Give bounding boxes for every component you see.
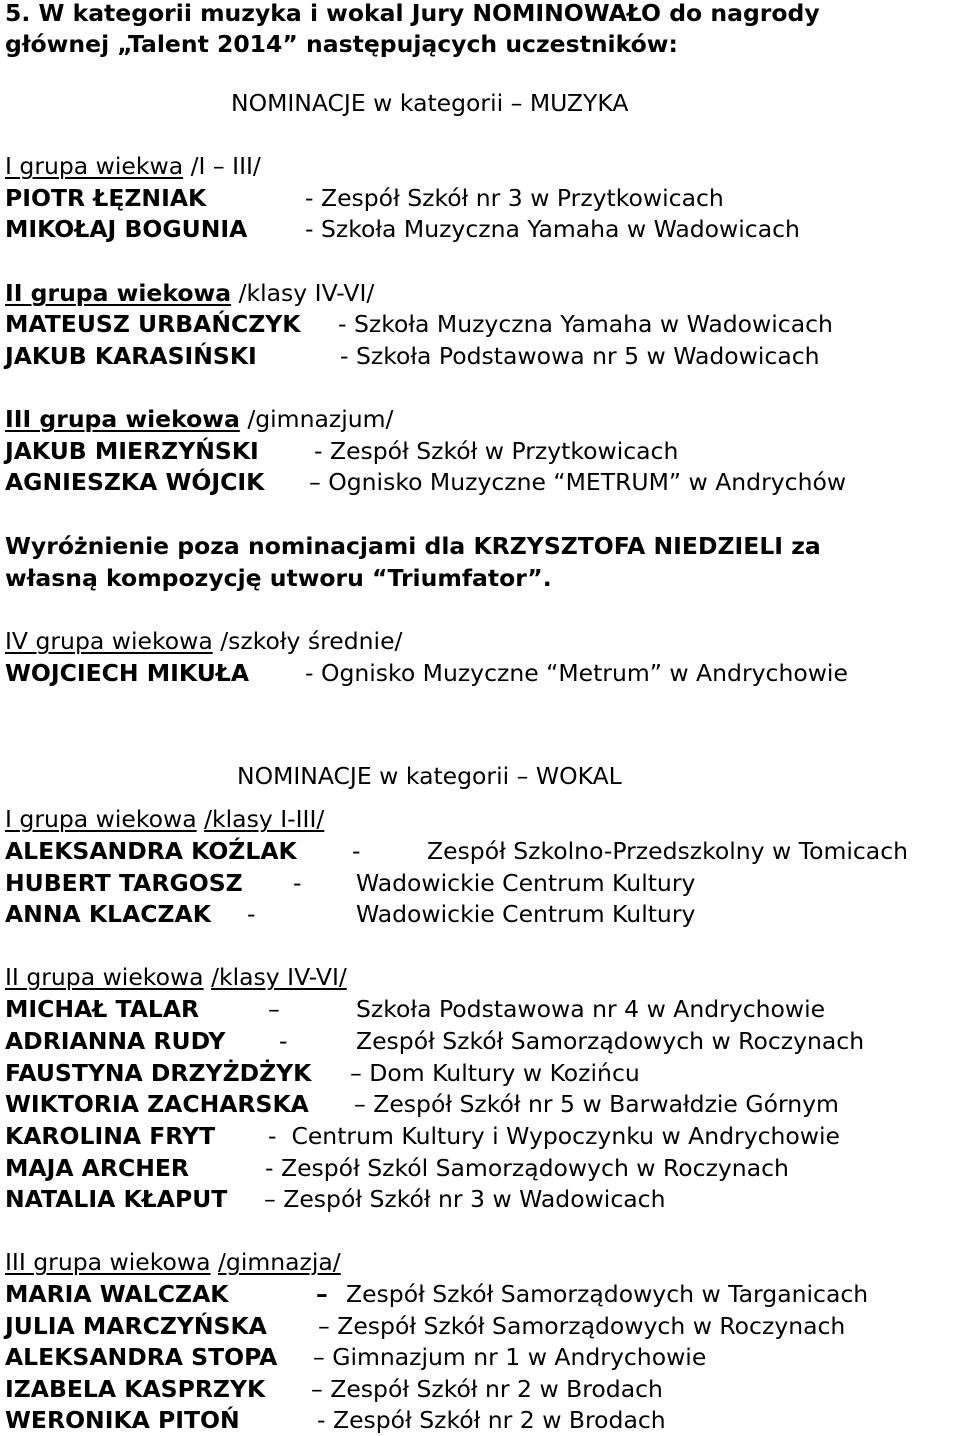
group-header (5, 805, 325, 833)
entry-name: JULIA MARCZYŃSKA (5, 1312, 267, 1340)
group-label: III grupa wiekowa (5, 405, 240, 433)
entry-separator: - (340, 342, 349, 370)
entry-school (305, 184, 724, 212)
entry-separator: – (318, 1312, 330, 1340)
entry-separator: – (268, 995, 280, 1023)
entry-school-name: Gimnazjum nr 1 w Andrychowie (332, 1343, 707, 1371)
group-detail: /I – III/ (190, 152, 261, 180)
entry-name: PIOTR ŁĘZNIAK (5, 184, 207, 212)
group-header (5, 152, 261, 180)
group-detail: /szkoły średnie/ (220, 627, 403, 655)
entry-name: IZABELA KASPRZYK (5, 1375, 266, 1403)
entry-separator: - (317, 1406, 326, 1434)
entry-separator: - (352, 837, 361, 865)
entry-name: ALEKSANDRA KOŹLAK (5, 837, 297, 865)
entry-name: JAKUB MIERZYŃSKI (5, 437, 259, 465)
entry-separator: – (313, 1343, 325, 1371)
entry-school (317, 1406, 666, 1434)
group-header (5, 963, 347, 991)
entry-separator: - (293, 869, 302, 897)
entry-school (318, 1312, 846, 1340)
entry-name: FAUSTYNA DRZYŻDŻYK (5, 1059, 312, 1087)
entry-separator: - (338, 310, 347, 338)
entry-school (314, 437, 679, 465)
entry-name: ANNA KLACZAK (5, 900, 211, 928)
entry-school-name: Ognisko Muzyczne “Metrum” w Andrychowie (320, 659, 848, 687)
entry-school-name: Zespół Szkół w Przytkowicach (329, 437, 679, 465)
entry-separator: - (305, 659, 314, 687)
entry-school-name: Szkoła Podstawowa nr 5 w Wadowicach (355, 342, 820, 370)
entry-school-name: Zespół Szkół nr 3 w Przytkowicach (320, 184, 724, 212)
section-title-muzyka: NOMINACJE w kategorii – MUZYKA (231, 89, 629, 117)
entry-school-name: Wadowickie Centrum Kultury (356, 869, 696, 897)
entry-name: ALEKSANDRA STOPA (5, 1343, 278, 1371)
entry-name: WERONIKA PITOŃ (5, 1406, 240, 1434)
distinction-line-2: własną kompozycję utworu “Triumfator”. (5, 564, 552, 592)
distinction-line-1: Wyróżnienie poza nominacjami dla KRZYSZTOFA NIEDZIELI za (5, 532, 821, 560)
entry-separator: - (305, 184, 314, 212)
entry-school-name: Zespół Szkół Samorządowych w Roczynach (337, 1312, 846, 1340)
group-header (5, 279, 375, 307)
entry-school-name: Zespół Szkól Samorządowych w Roczynach (280, 1154, 789, 1182)
entry-name: AGNIESZKA WÓJCIK (5, 468, 265, 496)
group-detail: /klasy I-III/ (204, 805, 325, 833)
entry-separator: - (268, 1122, 277, 1150)
group-detail: /gimnazja/ (217, 1248, 341, 1276)
entry-name: JAKUB KARASIŃSKI (5, 342, 257, 370)
group-detail: /gimnazjum/ (247, 405, 394, 433)
group-detail: /klasy IV-VI/ (211, 963, 347, 991)
entry-school-name: Wadowickie Centrum Kultury (356, 900, 696, 928)
entry-school (354, 1090, 839, 1118)
entry-school-name: Ognisko Muzyczne “METRUM” w Andrychów (328, 468, 847, 496)
entry-school (350, 1059, 640, 1087)
entry-separator: - (314, 437, 323, 465)
entry-separator: - (279, 1027, 288, 1055)
group-label: III grupa wiekowa (5, 1248, 211, 1276)
entry-school-name: Zespół Szkolno-Przedszkolny w Tomicach (427, 837, 909, 865)
entry-school-name: Centrum Kultury i Wypoczynku w Andrychowie (291, 1122, 841, 1150)
entry-school-name: Zespół Szkół Samorządowych w Roczynach (356, 1027, 865, 1055)
group-header (5, 627, 403, 655)
group-detail: /klasy IV-VI/ (238, 279, 375, 307)
entry-school (338, 310, 833, 338)
entry-school-name: Zespół Szkół nr 2 w Brodach (330, 1375, 663, 1403)
entry-school-name: Szkoła Muzyczna Yamaha w Wadowicach (353, 310, 833, 338)
entry-school (309, 468, 847, 496)
heading-line-2: głównej „Talent 2014” następujących uczestników: (5, 30, 678, 58)
entry-school-name: Szkoła Muzyczna Yamaha w Wadowicach (320, 215, 800, 243)
entry-name: ADRIANNA RUDY (5, 1027, 226, 1055)
group-label: IV grupa wiekowa (5, 627, 213, 655)
entry-school (305, 215, 800, 243)
entry-school-name: Zespół Szkół Samorządowych w Targanicach (346, 1280, 869, 1308)
section-title-wokal: NOMINACJE w kategorii – WOKAL (237, 762, 622, 790)
entry-name: MATEUSZ URBAŃCZYK (5, 310, 301, 338)
entry-school-name: Zespół Szkół nr 5 w Barwałdzie Górnym (373, 1090, 839, 1118)
entry-name: WIKTORIA ZACHARSKA (5, 1090, 309, 1118)
entry-separator: – (354, 1090, 366, 1118)
entry-separator: - (305, 215, 314, 243)
entry-name: MIKOŁAJ BOGUNIA (5, 215, 248, 243)
entry-school-name: Dom Kultury w Kozińcu (369, 1059, 640, 1087)
entry-school-name: Zespół Szkół nr 3 w Wadowicach (283, 1185, 666, 1213)
group-header (5, 1248, 341, 1276)
entry-school (264, 1185, 666, 1213)
entry-name: MAJA ARCHER (5, 1154, 190, 1182)
entry-school-name: Szkoła Podstawowa nr 4 w Andrychowie (356, 995, 826, 1023)
group-header (5, 405, 394, 433)
entry-separator: – (264, 1185, 276, 1213)
entry-school (313, 1343, 707, 1371)
entry-school (268, 1122, 841, 1150)
entry-name: KAROLINA FRYT (5, 1122, 216, 1150)
entry-school (340, 342, 820, 370)
entry-separator: - (265, 1154, 274, 1182)
group-label: I grupa wiekwa (5, 152, 184, 180)
entry-name: WOJCIECH MIKUŁA (5, 659, 250, 687)
heading-line-1: 5. W kategorii muzyka i wokal Jury NOMINOWAŁO do nagrody (5, 0, 820, 27)
group-label: II grupa wiekowa (5, 963, 204, 991)
entry-separator: – (316, 1280, 328, 1308)
entry-school (311, 1375, 663, 1403)
entry-separator: – (309, 468, 321, 496)
entry-name: HUBERT TARGOSZ (5, 869, 243, 897)
entry-name: MICHAŁ TALAR (5, 995, 200, 1023)
entry-name: NATALIA KŁAPUT (5, 1185, 228, 1213)
entry-school (305, 659, 848, 687)
group-label: II grupa wiekowa (5, 279, 232, 307)
entry-name: MARIA WALCZAK (5, 1280, 229, 1308)
entry-separator: - (247, 900, 256, 928)
group-label: I grupa wiekowa (5, 805, 197, 833)
entry-school-name: Zespół Szkół nr 2 w Brodach (332, 1406, 666, 1434)
entry-separator: – (311, 1375, 323, 1403)
entry-school (265, 1154, 789, 1182)
entry-separator: – (350, 1059, 362, 1087)
